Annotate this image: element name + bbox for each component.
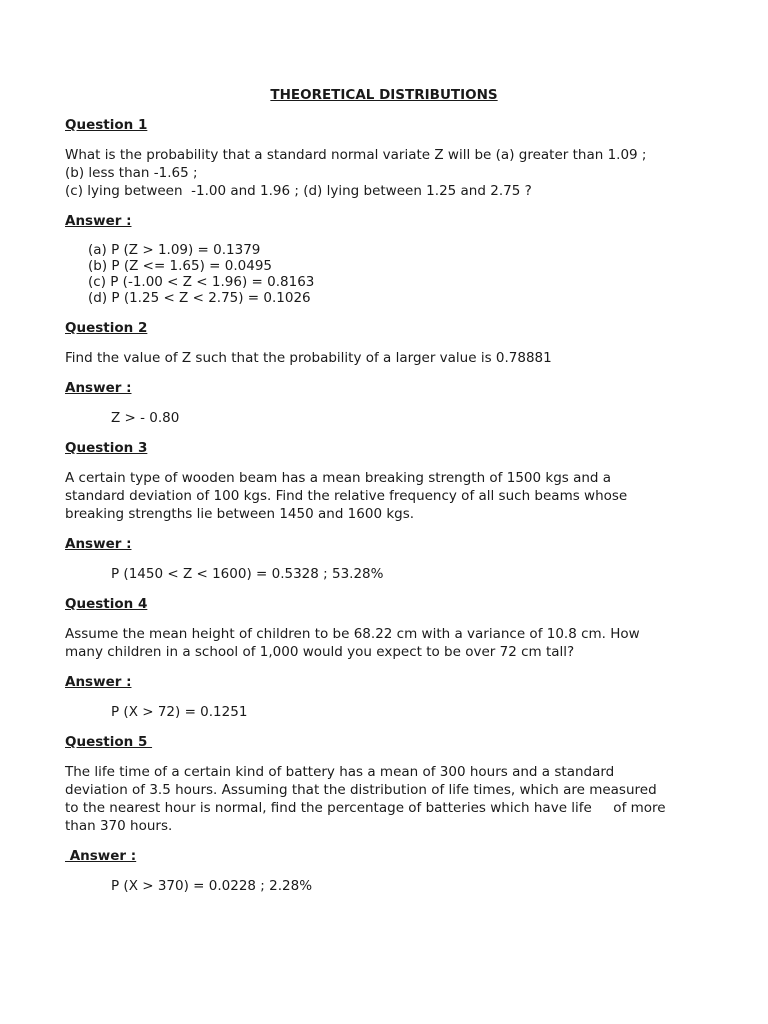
question-4-text-line: many children in a school of 1,000 would you expect to be over 72 cm tall? <box>65 644 575 660</box>
question-1-text-line: What is the probability that a standard normal variate Z will be (a) greater than 1.09 ; <box>65 147 647 163</box>
answer-5-item: P (X > 370) = 0.0228 ; 2.28% <box>111 878 313 894</box>
question-3-text-line: standard deviation of 100 kgs. Find the relative frequency of all such beams whose <box>65 488 628 504</box>
question-3-text-line: A certain type of wooden beam has a mean breaking strength of 1500 kgs and a <box>65 470 612 486</box>
answer-3-item: P (1450 < Z < 1600) = 0.5328 ; 53.28% <box>111 566 384 582</box>
question-4-text-line: Assume the mean height of children to be 68.22 cm with a variance of 10.8 cm. How <box>65 626 640 642</box>
question-4-heading: Question 4 <box>65 596 148 612</box>
question-2-heading: Question 2 <box>65 320 148 336</box>
question-2-text-line: Find the value of Z such that the probability of a larger value is 0.78881 <box>65 350 552 366</box>
answer-1-heading: Answer : <box>65 213 132 229</box>
question-5-text-line: to the nearest hour is normal, find the percentage of batteries which have life of more <box>65 800 666 816</box>
question-5-heading: Question 5 <box>65 734 153 750</box>
answer-1-item: (a) P (Z > 1.09) = 0.1379 <box>88 242 261 258</box>
answer-1-item: (b) P (Z <= 1.65) = 0.0495 <box>88 258 273 274</box>
question-5-text-line: deviation of 3.5 hours. Assuming that the distribution of life times, which are measured <box>65 782 657 798</box>
question-3-heading: Question 3 <box>65 440 148 456</box>
question-5-text-line: The life time of a certain kind of battery has a mean of 300 hours and a standard <box>65 764 615 780</box>
answer-4-item: P (X > 72) = 0.1251 <box>111 704 248 720</box>
document-title: THEORETICAL DISTRIBUTIONS <box>270 87 498 103</box>
answer-2-heading: Answer : <box>65 380 132 396</box>
answer-1-item: (d) P (1.25 < Z < 2.75) = 0.1026 <box>88 290 311 306</box>
answer-2-item: Z > - 0.80 <box>111 410 180 426</box>
question-3-text-line: breaking strengths lie between 1450 and 1600 kgs. <box>65 506 415 522</box>
answer-4-heading: Answer : <box>65 674 132 690</box>
answer-3-heading: Answer : <box>65 536 132 552</box>
answer-1-item: (c) P (-1.00 < Z < 1.96) = 0.8163 <box>88 274 315 290</box>
question-1-heading: Question 1 <box>65 117 148 133</box>
question-1-text-line: (c) lying between -1.00 and 1.96 ; (d) lying between 1.25 and 2.75 ? <box>65 183 532 199</box>
question-1-text-line: (b) less than -1.65 ; <box>65 165 198 181</box>
question-5-text-line: than 370 hours. <box>65 818 173 834</box>
answer-5-heading: Answer : <box>65 848 137 864</box>
